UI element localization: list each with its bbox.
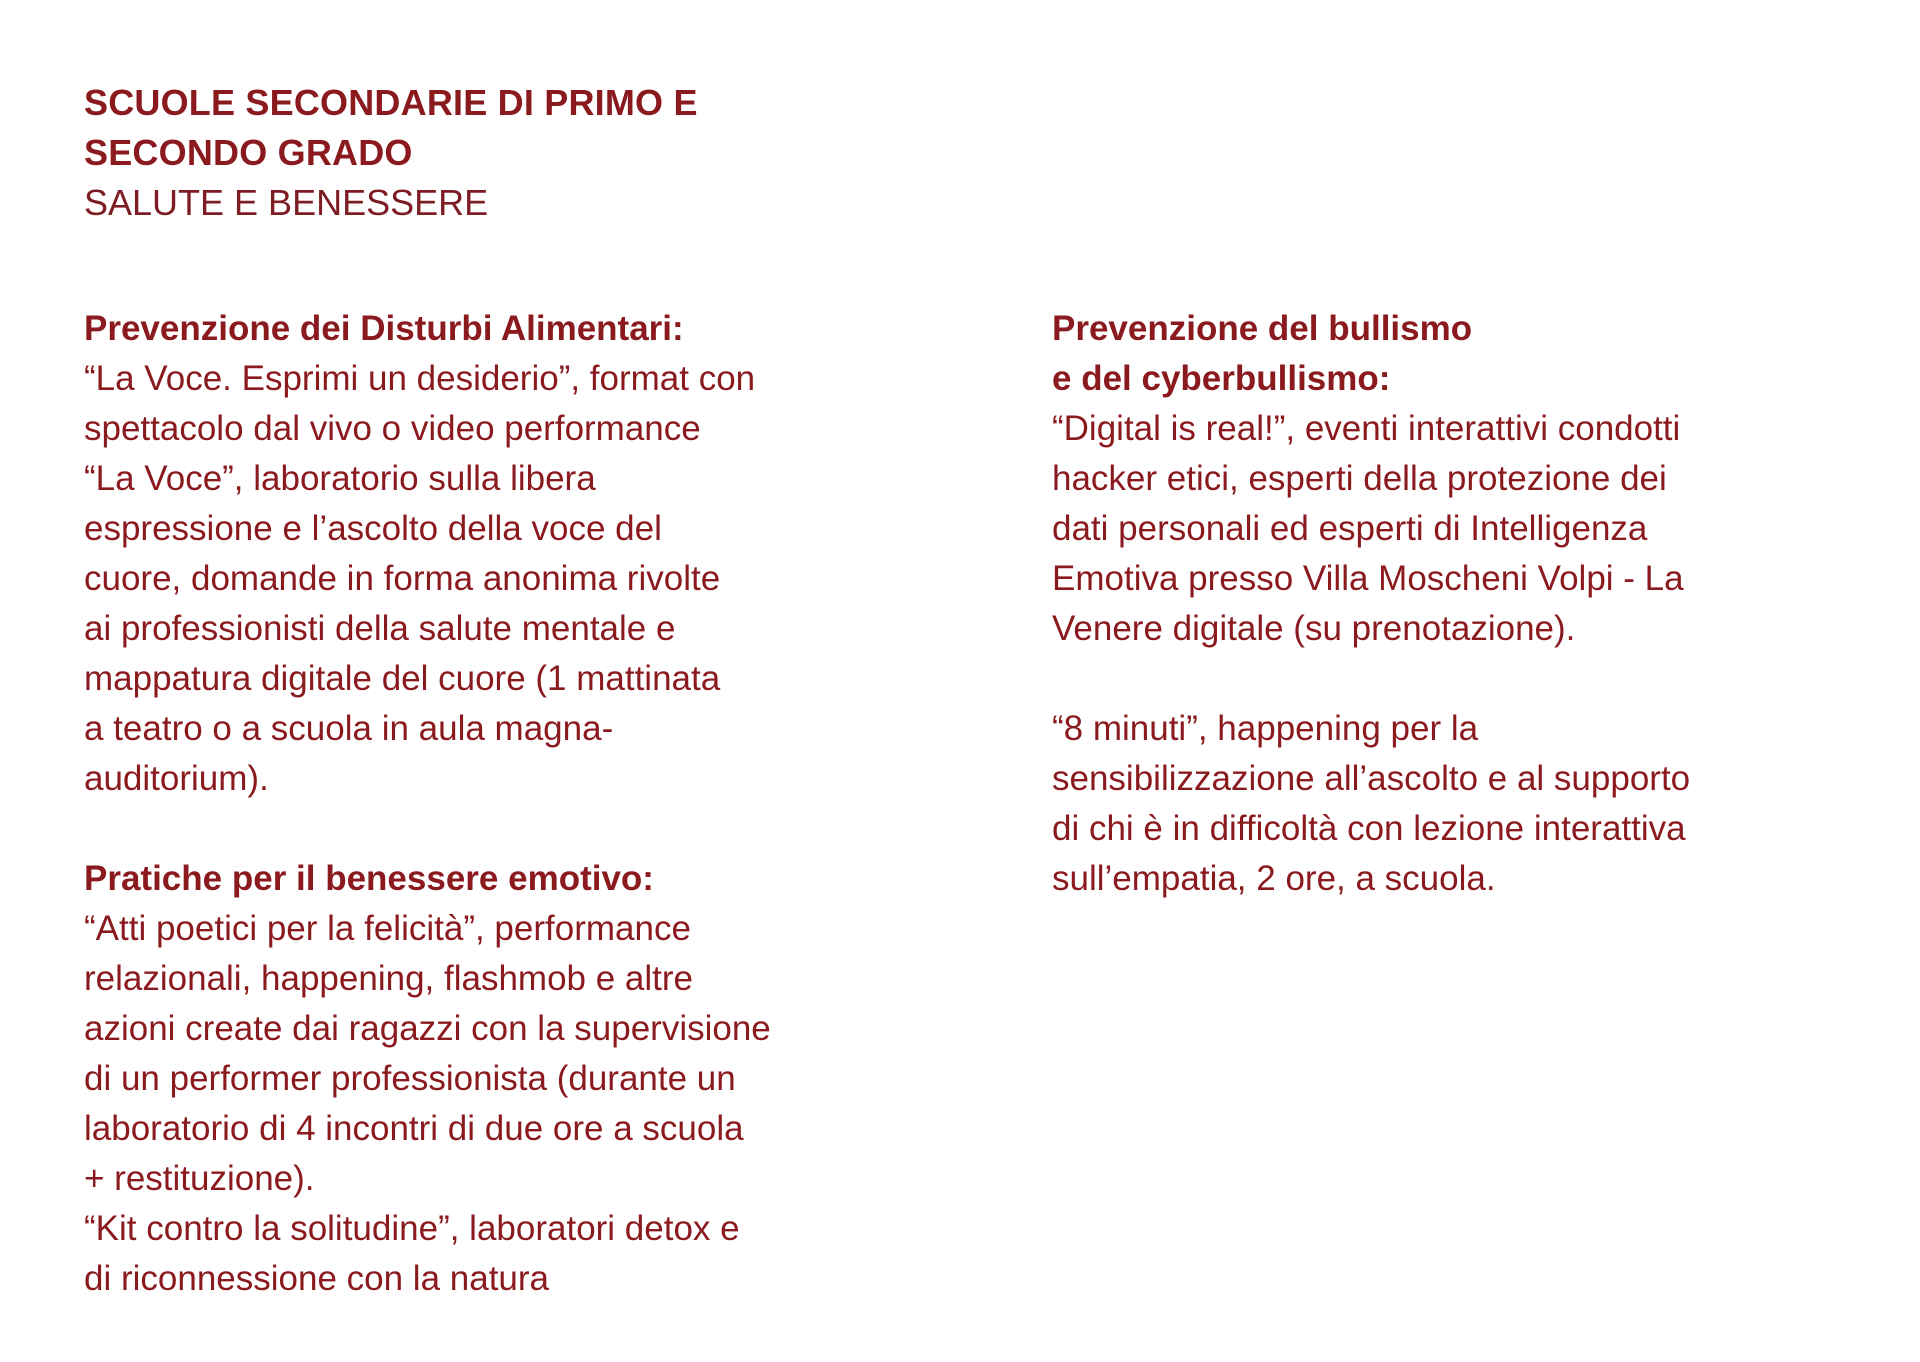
right-column (1052, 304, 1882, 954)
section-bullismo (1052, 304, 1882, 654)
section-body-digital-is-real: “Digital is real!”, eventi interattivi condotti hacker etici, esperti della protezione dei dati personali ed esperti di Intelligenza Emotiva presso Villa Moscheni Volpi - La Venere digitale (su prenotazione). (1052, 409, 1684, 648)
section-benessere-emotivo (84, 854, 914, 1304)
section-heading: Prevenzione dei Disturbi Alimentari: (84, 309, 684, 348)
section-heading-line-1: Prevenzione del bullismo (1052, 309, 1473, 348)
page-header (84, 78, 984, 228)
section-disturbi-alimentari (84, 304, 914, 804)
page-title-line-1: SCUOLE SECONDARIE DI PRIMO E (84, 82, 698, 123)
left-column (84, 304, 914, 1354)
section-body: “La Voce. Esprimi un desiderio”, format con spettacolo dal vivo o video performance “La Voce”, laboratorio sulla libera espressione e l’ascolto della voce del cuore, domande in forma anonima rivolte ai professionisti della salute mentale e mappatura digitale del cuore (1 mattinata a teatro o a scuola in aula magna- auditorium). (84, 359, 756, 798)
page-title-line-2: SECONDO GRADO (84, 132, 413, 173)
section-body-kit-solitudine: “Kit contro la solitudine”, laboratori detox e di riconnessione con la natura (84, 1209, 740, 1298)
page-subtitle: SALUTE E BENESSERE (84, 182, 489, 223)
section-heading-line-2: e del cyberbullismo: (1052, 359, 1391, 398)
section-heading: Pratiche per il benessere emotivo: (84, 859, 654, 898)
section-body-8-minuti: “8 minuti”, happening per la sensibilizzazione all’ascolto e al supporto di chi è in difficoltà con lezione interattiva sull’empatia, 2 ore, a scuola. (1052, 709, 1691, 898)
section-8-minuti (1052, 704, 1882, 904)
section-body-atti-poetici: “Atti poetici per la felicità”, performance relazionali, happening, flashmob e altre azioni create dai ragazzi con la supervisione di un performer professionista (durante un laboratorio di 4 incontri di due ore a scuola + restituzione). (84, 909, 771, 1198)
